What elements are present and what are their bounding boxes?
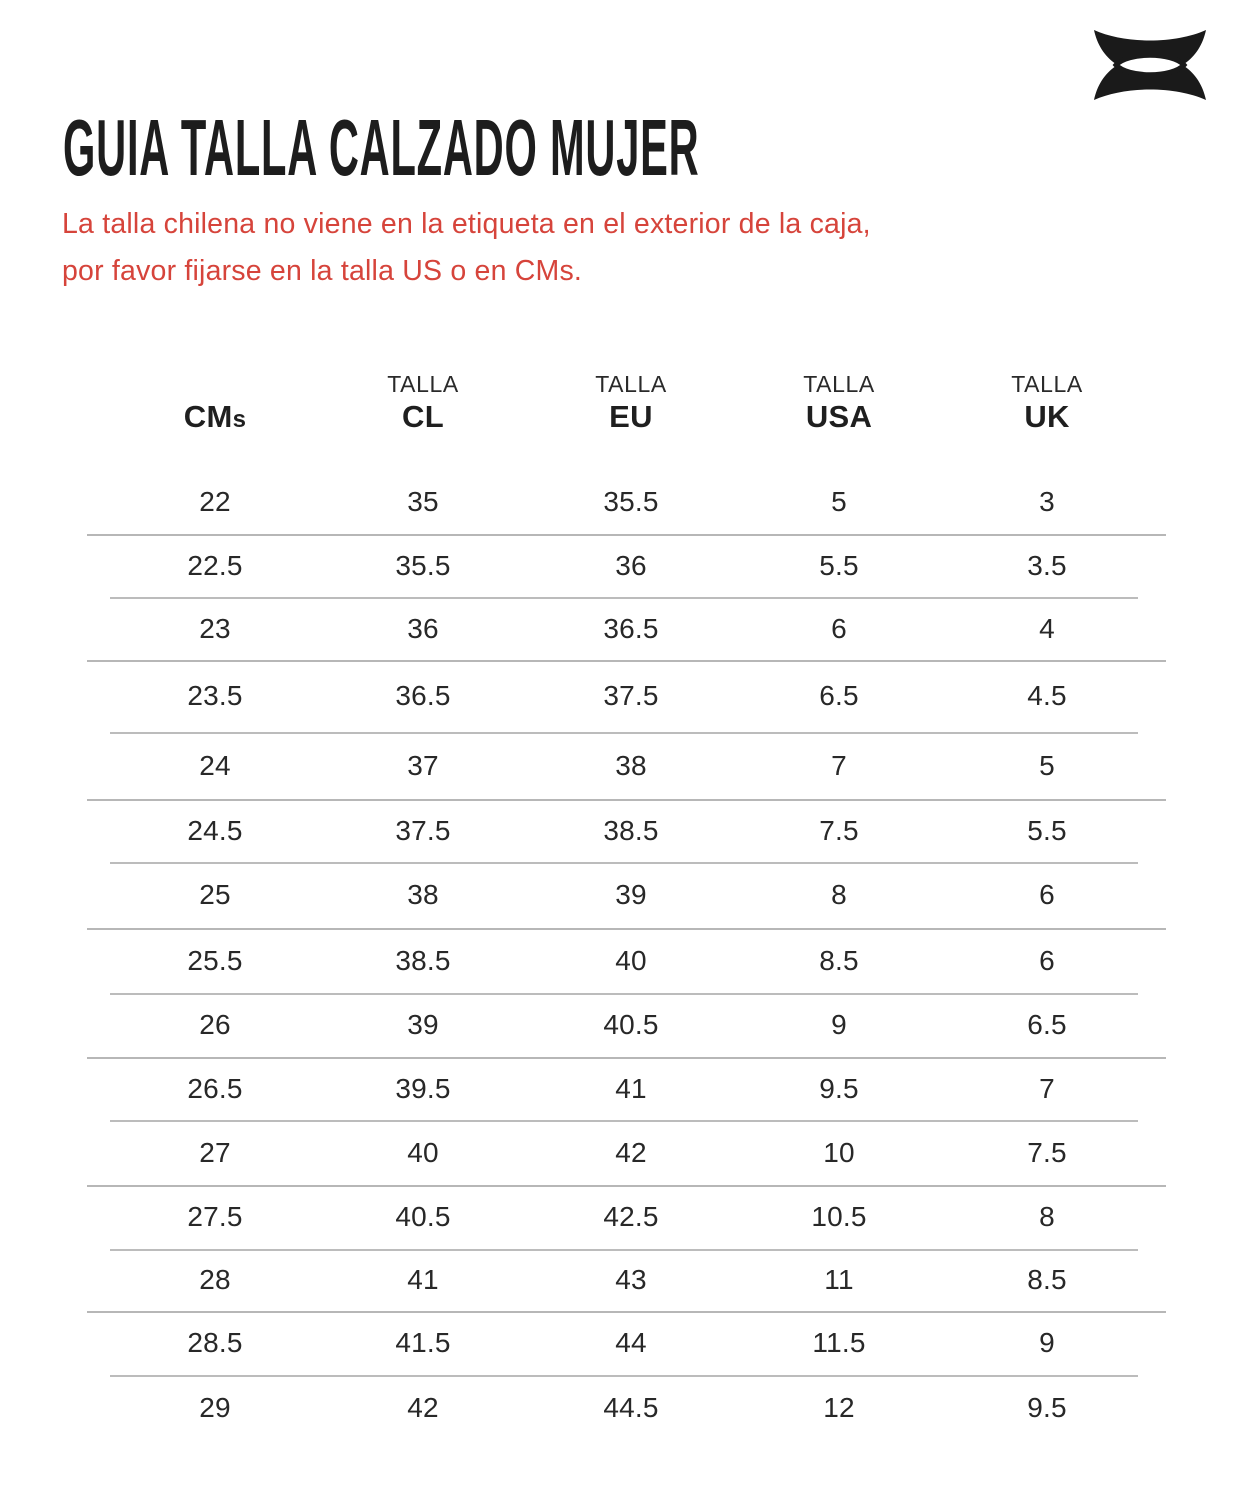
table-row [111,597,1151,660]
size-value-cell: 5 [831,486,847,517]
size-value-cell: 27.5 [187,1201,243,1232]
size-value-cell: 43 [615,1264,647,1295]
size-value-cell: 22.5 [187,549,243,581]
column-header-label [943,399,1151,438]
size-value-cell: 6 [831,612,847,644]
size-value-cell: 39 [615,879,647,910]
column-header-top-label: TALLA [595,371,667,397]
table-row [111,1375,1151,1440]
size-value-cell: 37.5 [395,814,451,846]
size-value-cell: 35 [407,486,439,517]
table-row [111,799,1151,862]
size-value-cell: 40 [615,944,647,976]
under-armour-logo [1088,28,1212,102]
size-value-cell: 9 [831,1009,847,1040]
note-line-2: por favor fijarse en la talla US o en CMs. [62,255,583,287]
size-value-cell: 42 [407,1391,439,1423]
size-value-cell: 35.5 [603,486,659,517]
column-header-uk [943,370,1151,438]
table-row [111,993,1151,1057]
size-value-cell: 22 [199,486,231,517]
column-header-top-label: TALLA [1011,371,1083,397]
table-row [111,1120,1151,1185]
size-value-cell: 25 [199,879,231,910]
size-value-cell: 39 [407,1009,439,1040]
size-value-cell: 41 [615,1072,647,1104]
size-value-cell: 26 [199,1009,231,1040]
size-value-cell: 44 [615,1327,647,1358]
size-value-cell: 41 [407,1264,439,1295]
size-value-cell: 6 [1039,944,1055,976]
size-value-cell: 10.5 [811,1201,867,1232]
size-value-cell: 9.5 [819,1072,859,1104]
size-value-cell: 5.5 [1027,814,1067,846]
size-value-cell: 24.5 [187,814,243,846]
size-value-cell: 25.5 [187,944,243,976]
size-value-cell: 29 [199,1391,231,1423]
size-value-cell: 40 [407,1136,439,1168]
size-value-cell: 27 [199,1136,231,1168]
column-header-cms [111,370,319,438]
size-value-cell: 7.5 [819,814,859,846]
column-header-eu [527,370,735,438]
size-value-cell: 42.5 [603,1201,659,1232]
size-value-cell: 36.5 [395,680,451,711]
table-row [111,1249,1151,1311]
column-header-label [527,399,735,438]
size-value-cell: 9.5 [1027,1391,1067,1423]
size-value-cell: 3.5 [1027,549,1067,581]
size-value-cell: 11.5 [812,1327,866,1358]
table-row [111,862,1151,928]
size-value-cell: 23.5 [187,680,243,711]
size-table-header [111,370,1151,438]
column-header-top-label [111,369,319,399]
size-value-cell: 28.5 [187,1327,243,1358]
column-header-top-label: TALLA [803,371,875,397]
size-value-cell: 38 [615,749,647,781]
size-value-cell: 36.5 [603,612,659,644]
table-row [111,1185,1151,1249]
table-row [111,534,1151,597]
table-row [111,1057,1151,1120]
page-title [63,104,1250,192]
size-value-cell: 24 [199,749,231,781]
size-value-cell: 39.5 [395,1072,451,1104]
size-value-cell: 6 [1039,879,1055,910]
size-value-cell: 5.5 [819,549,859,581]
size-value-cell: 38.5 [603,814,659,846]
size-value-cell: 7.5 [1027,1136,1067,1168]
size-value-cell: 8 [1039,1201,1055,1232]
column-header-label [111,399,319,438]
column-header-label-main: USA [805,399,873,434]
size-value-cell: 36 [407,612,439,644]
size-value-cell: 8.5 [819,944,859,976]
column-header-label-main: UK [1024,399,1070,434]
size-value-cell: 8.5 [1027,1264,1067,1295]
column-header-label [319,399,527,438]
size-value-cell: 44.5 [603,1391,659,1423]
size-value-cell: 5 [1039,749,1055,781]
column-header-cl [319,370,527,438]
column-header-label-suffix: s [232,406,247,433]
size-value-cell: 28 [199,1264,231,1295]
size-value-cell: 26.5 [187,1072,243,1104]
column-header-usa [735,370,943,438]
size-value-cell: 35.5 [395,549,451,581]
size-value-cell: 40.5 [603,1009,659,1040]
size-value-cell: 7 [1039,1072,1055,1104]
size-value-cell: 38 [407,879,439,910]
column-header-label-main: EU [609,399,653,434]
table-row [111,470,1151,534]
size-value-cell: 11 [824,1264,854,1295]
size-value-cell: 40.5 [395,1201,451,1232]
size-value-cell: 10 [823,1136,855,1168]
size-value-cell: 4 [1039,612,1055,644]
table-row [111,1311,1151,1375]
table-row [111,928,1151,993]
column-header-label-main: CL [402,399,444,434]
size-value-cell: 8 [831,879,847,910]
size-value-cell: 36 [615,549,647,581]
table-row [111,660,1151,732]
size-value-cell: 12 [823,1391,855,1423]
size-value-cell: 37 [407,749,439,781]
size-value-cell: 6.5 [1027,1009,1067,1040]
size-value-cell: 7 [831,749,847,781]
table-row [111,732,1151,799]
size-value-cell: 38.5 [395,944,451,976]
size-value-cell: 23 [199,612,231,644]
size-value-cell: 42 [615,1136,647,1168]
size-value-cell: 4.5 [1027,680,1067,711]
size-value-cell: 6.5 [819,680,859,711]
note-line-1: La talla chilena no viene en la etiqueta en el exterior de la caja, [62,208,871,240]
size-value-cell: 9 [1039,1327,1055,1358]
under-armour-logo-glyph [1088,28,1212,102]
page-title-text: GUIA TALLA CALZADO MUJER [63,103,700,192]
column-header-top-label: TALLA [387,371,459,397]
column-header-label [735,399,943,438]
size-value-cell: 3 [1039,486,1055,517]
size-value-cell: 37.5 [603,680,659,711]
size-value-cell: 41.5 [395,1327,451,1358]
column-header-label-main: CM [183,399,233,434]
